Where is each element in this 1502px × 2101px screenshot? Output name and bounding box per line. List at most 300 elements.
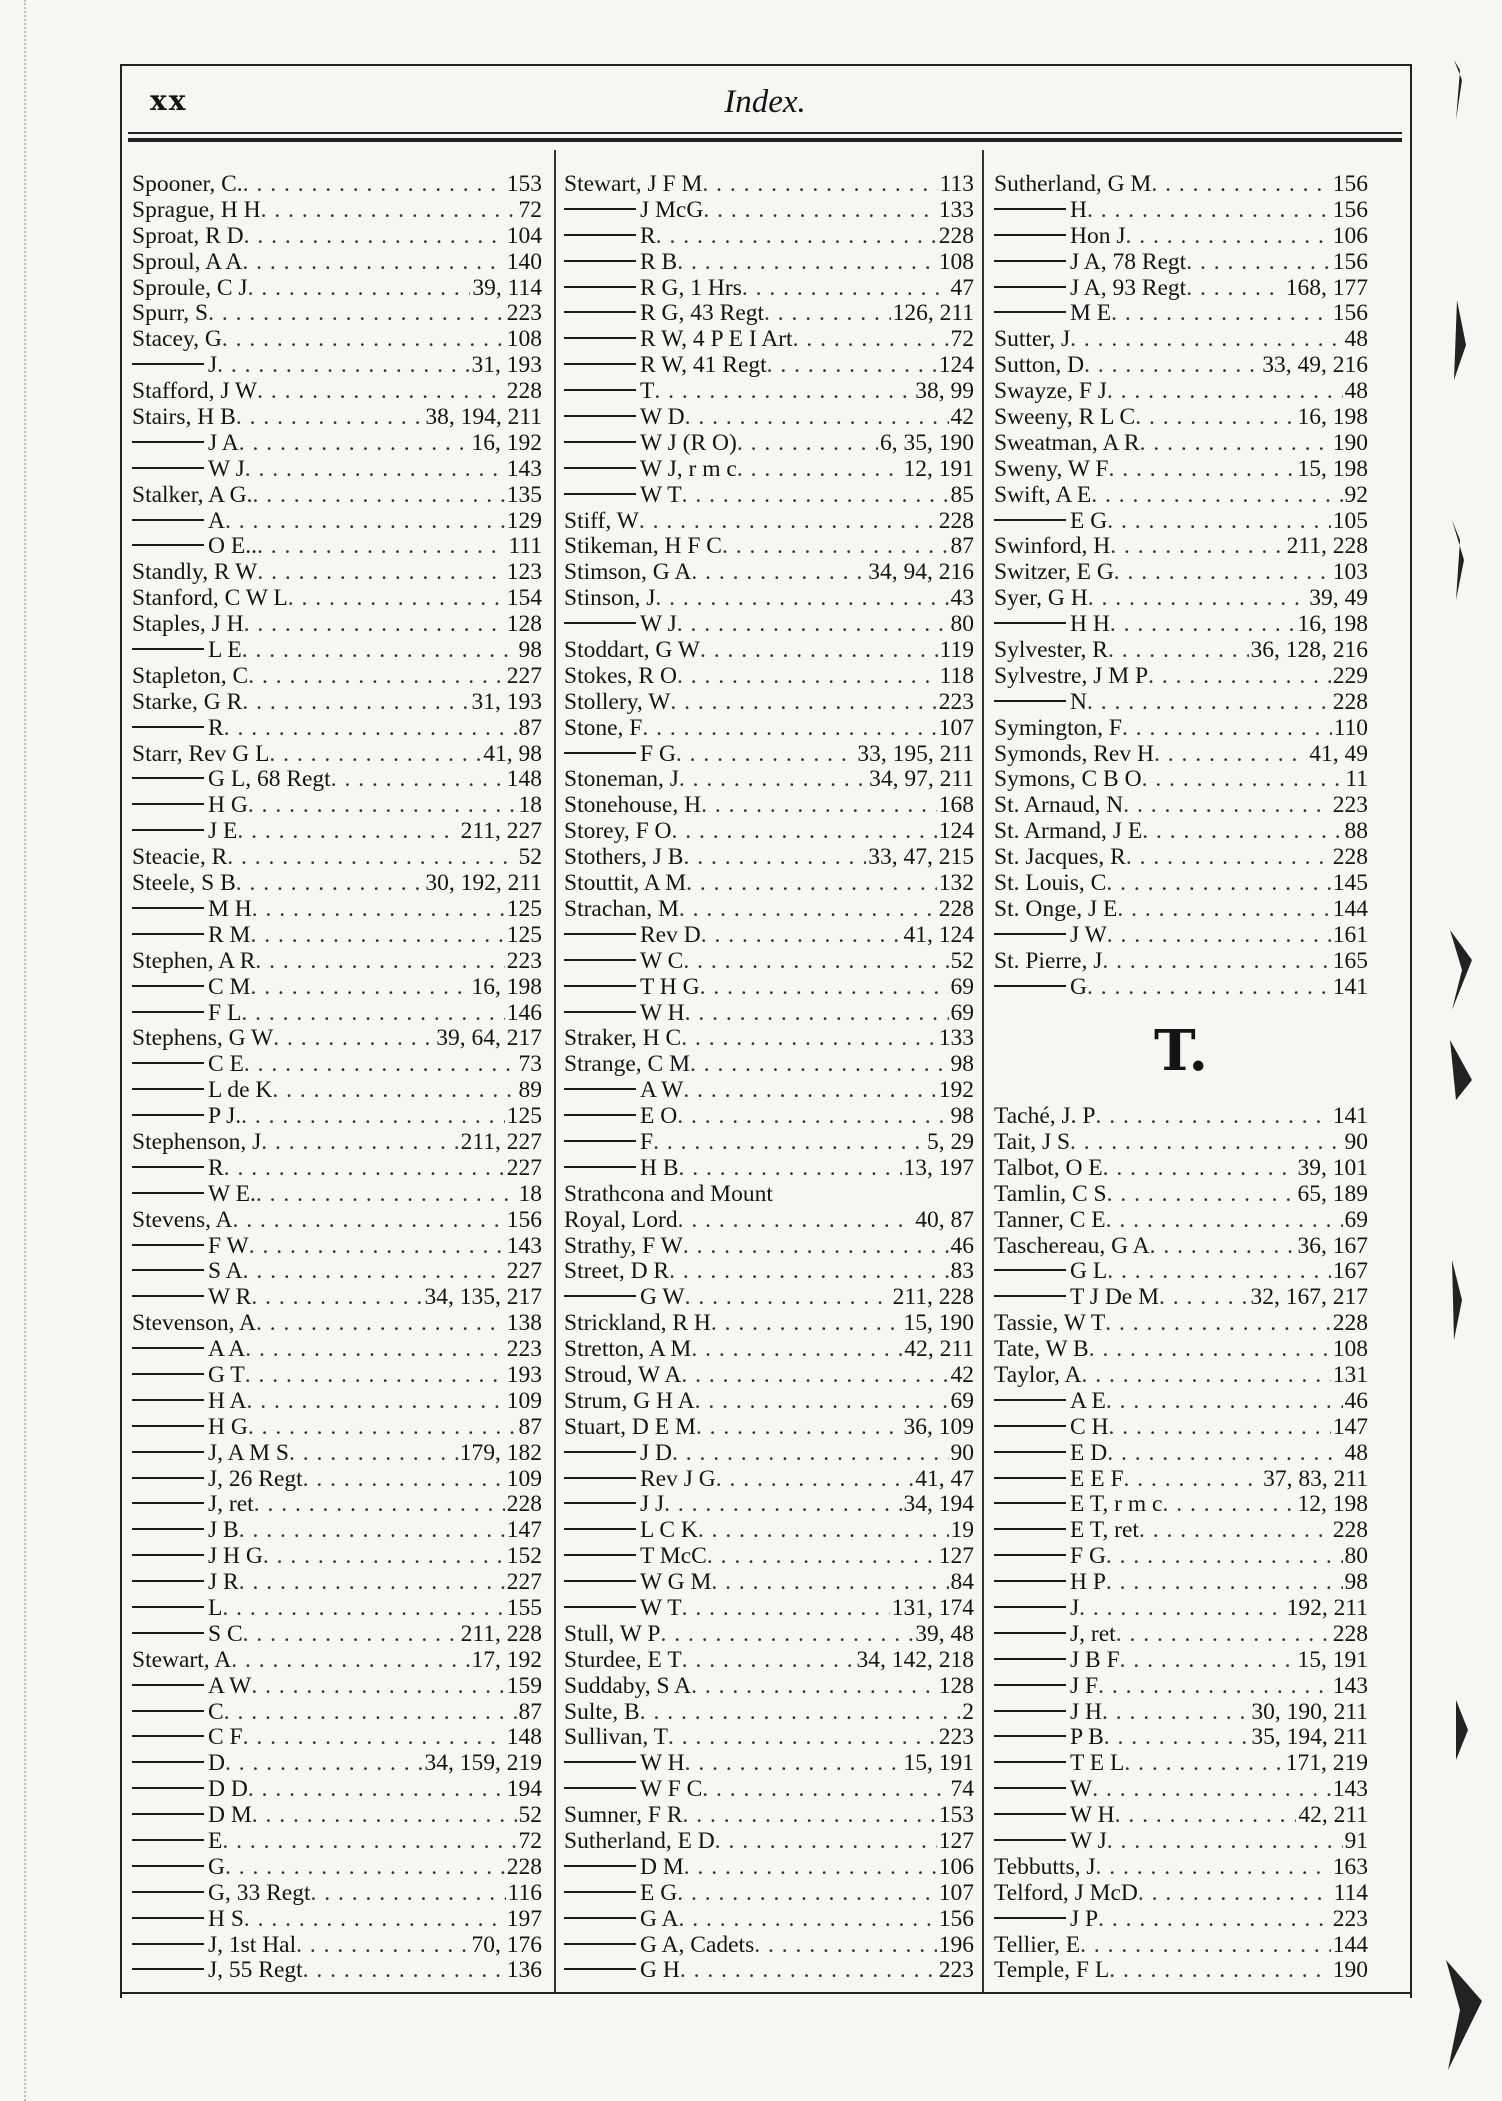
entry-pages: 80 xyxy=(1344,1544,1368,1570)
index-entry xyxy=(132,664,542,690)
leader-dots xyxy=(698,1518,949,1544)
index-entry xyxy=(132,1725,542,1751)
ditto-dash xyxy=(994,1839,1066,1841)
leader-dots xyxy=(754,1933,937,1959)
ditto-dash xyxy=(132,441,204,443)
ditto-dash xyxy=(994,1735,1066,1737)
index-entry xyxy=(994,1725,1368,1751)
index-entry xyxy=(564,845,974,871)
entry-name: Stewart, J F M xyxy=(564,172,703,197)
entry-pages: 110 xyxy=(1333,715,1368,741)
entry-pages: 18 xyxy=(518,1181,542,1207)
entry-pages: 72 xyxy=(950,327,974,353)
ditto-dash xyxy=(994,234,1066,236)
leader-dots xyxy=(672,1441,949,1467)
entry-pages: 223 xyxy=(506,301,542,327)
index-entry xyxy=(564,819,974,845)
entry-name: W F C xyxy=(640,1777,703,1803)
index-entry xyxy=(564,1001,974,1027)
entry-name: Stephenson, J xyxy=(132,1129,262,1155)
leader-dots xyxy=(1106,1208,1343,1234)
entry-name: Strange, C M xyxy=(564,1052,690,1078)
entry-pages: 138 xyxy=(506,1311,542,1337)
leader-dots xyxy=(261,198,517,224)
ditto-dash xyxy=(132,933,204,935)
entry-pages: 16, 198 xyxy=(471,974,542,1000)
ditto-dash xyxy=(132,1477,204,1479)
leader-dots xyxy=(701,793,937,819)
leader-dots xyxy=(1107,923,1331,949)
index-entry xyxy=(132,1001,542,1027)
entry-name: D M xyxy=(208,1803,252,1829)
entry-pages: 73 xyxy=(518,1052,542,1078)
entry-name: J D xyxy=(640,1440,672,1466)
leader-dots xyxy=(1091,483,1342,509)
leader-dots xyxy=(690,1052,949,1078)
leader-dots xyxy=(1096,1855,1331,1881)
ditto-dash xyxy=(132,1968,204,1970)
ditto-dash xyxy=(564,363,636,365)
ditto-dash xyxy=(994,208,1066,210)
index-entry xyxy=(132,327,542,353)
entry-pages: 133 xyxy=(938,197,974,223)
entry-name: Taché, J. P xyxy=(994,1104,1096,1130)
entry-name: Tanner, C E xyxy=(994,1207,1106,1233)
index-entry xyxy=(994,379,1368,405)
ditto-dash xyxy=(564,1943,636,1945)
index-entry xyxy=(994,483,1368,509)
leader-dots xyxy=(1150,1234,1296,1260)
leader-dots xyxy=(695,1389,949,1415)
leader-dots xyxy=(1106,1570,1343,1596)
leader-dots xyxy=(247,1389,505,1415)
entry-pages: 105 xyxy=(1332,508,1368,534)
entry-name: Stothers, J B xyxy=(564,845,684,871)
entry-pages: 109 xyxy=(506,1388,542,1414)
entry-name: St. Pierre, J xyxy=(994,948,1103,974)
entry-pages: 33, 195, 211 xyxy=(857,741,974,767)
index-entry xyxy=(132,767,542,793)
ditto-dash xyxy=(994,260,1066,262)
index-entry xyxy=(132,457,542,483)
entry-pages: 223 xyxy=(506,948,542,974)
entry-pages: 31, 193 xyxy=(471,689,542,715)
entry-pages: 39, 48 xyxy=(915,1621,974,1647)
leader-dots xyxy=(241,1001,504,1027)
index-column-3 xyxy=(994,172,1368,1984)
ditto-dash xyxy=(564,1011,636,1013)
entry-pages: 227 xyxy=(506,1259,542,1285)
leader-dots xyxy=(236,405,424,431)
leader-dots xyxy=(1126,224,1331,250)
leader-dots xyxy=(244,224,505,250)
entry-pages: 46 xyxy=(950,1233,974,1259)
leader-dots xyxy=(1122,716,1332,742)
entry-name: Strickland, R H xyxy=(564,1311,711,1337)
entry-name: Straker, H C xyxy=(564,1026,682,1052)
leader-dots xyxy=(711,1570,948,1596)
ditto-dash xyxy=(132,1528,204,1530)
index-entry xyxy=(994,1492,1368,1518)
ditto-dash xyxy=(994,1580,1066,1582)
ditto-dash xyxy=(564,415,636,417)
index-entry xyxy=(994,871,1368,897)
entry-pages: 114 xyxy=(1333,1880,1368,1906)
leader-dots xyxy=(252,483,504,509)
entry-pages: 36, 167 xyxy=(1297,1233,1368,1259)
entry-pages: 47 xyxy=(950,275,974,301)
entry-name: Sumner, F R xyxy=(564,1803,683,1829)
leader-dots xyxy=(711,1311,902,1337)
entry-name: L xyxy=(208,1595,223,1621)
index-entry xyxy=(564,1700,974,1726)
leader-dots xyxy=(764,301,891,327)
index-entry xyxy=(994,690,1368,716)
entry-pages: 223 xyxy=(1332,1906,1368,1932)
entry-name: P J. xyxy=(208,1104,242,1130)
index-entry xyxy=(564,871,974,897)
leader-dots xyxy=(722,534,949,560)
entry-pages: 228 xyxy=(506,1492,542,1518)
index-entry xyxy=(564,1441,974,1467)
ditto-dash xyxy=(132,519,204,521)
leader-dots xyxy=(1186,276,1284,302)
entry-name: H H xyxy=(1070,612,1110,638)
index-entry xyxy=(132,431,542,457)
leader-dots xyxy=(683,1078,936,1104)
index-entry xyxy=(132,172,542,198)
leader-dots xyxy=(685,405,949,431)
ditto-dash xyxy=(132,1865,204,1867)
scan-margin-marks xyxy=(1432,0,1502,2101)
entry-pages: 34, 142, 218 xyxy=(856,1647,974,1673)
index-entry xyxy=(564,1725,974,1751)
entry-name: Sproul, A A xyxy=(132,249,243,275)
entry-pages: 39, 49 xyxy=(1309,586,1368,612)
index-entry xyxy=(132,1855,542,1881)
ditto-dash xyxy=(132,1684,204,1686)
entry-pages: 153 xyxy=(506,172,542,197)
index-entry xyxy=(564,560,974,586)
index-entry xyxy=(132,1467,542,1493)
entry-pages: 116 xyxy=(507,1880,542,1906)
entry-name: P B xyxy=(1070,1725,1104,1751)
leader-dots xyxy=(1154,742,1307,768)
entry-name: Stouttit, A M xyxy=(564,871,687,897)
leader-dots xyxy=(642,716,936,742)
entry-name: Symons, C B O xyxy=(994,767,1142,793)
leader-dots xyxy=(1117,897,1330,923)
entry-name: Stephen, A R xyxy=(132,948,256,974)
entry-name: Stacey, G xyxy=(132,327,222,353)
entry-pages: 228 xyxy=(938,896,974,922)
entry-name: T J De M xyxy=(1070,1285,1159,1311)
leader-dots xyxy=(239,1570,505,1596)
entry-pages: 161 xyxy=(1332,922,1368,948)
leader-dots xyxy=(1111,301,1331,327)
index-entry xyxy=(564,1958,974,1984)
index-entry xyxy=(994,301,1368,327)
entry-name: Stapleton, C xyxy=(132,663,249,689)
entry-pages: 124 xyxy=(938,819,974,845)
index-entry xyxy=(564,923,974,949)
entry-pages: 131, 174 xyxy=(891,1595,974,1621)
entry-pages: 88 xyxy=(1344,819,1368,845)
entry-name: H xyxy=(1070,197,1087,223)
index-entry xyxy=(994,638,1368,664)
index-entry xyxy=(564,431,974,457)
ditto-dash xyxy=(132,1917,204,1919)
index-entry xyxy=(132,897,542,923)
ditto-dash xyxy=(564,1477,636,1479)
entry-pages: 197 xyxy=(506,1906,542,1932)
entry-pages: 141 xyxy=(1332,974,1368,1000)
index-entry xyxy=(994,534,1368,560)
leader-dots xyxy=(1126,845,1331,871)
scan-binding-edge xyxy=(0,0,26,2101)
leader-dots xyxy=(1124,1467,1262,1493)
entry-name: Stoddart, G W xyxy=(564,638,700,664)
ditto-dash xyxy=(994,1787,1066,1789)
entry-name: E T, r m c xyxy=(1070,1492,1163,1518)
entry-pages: 107 xyxy=(938,715,974,741)
leader-dots xyxy=(1106,1389,1343,1415)
leader-dots xyxy=(222,1829,516,1855)
entry-name: E O xyxy=(640,1104,678,1130)
entry-name: H G xyxy=(208,793,248,819)
index-entry xyxy=(132,1182,542,1208)
entry-name: E G xyxy=(1070,508,1108,534)
entry-name: Stokes, R O xyxy=(564,663,677,689)
entry-name: Royal, Lord xyxy=(564,1207,678,1233)
index-entry xyxy=(564,1518,974,1544)
index-entry xyxy=(564,1777,974,1803)
ditto-dash xyxy=(132,1088,204,1090)
entry-name: J F xyxy=(1070,1673,1099,1699)
index-entry xyxy=(132,560,542,586)
entry-pages: 159 xyxy=(506,1673,542,1699)
leader-dots xyxy=(685,1001,949,1027)
entry-pages: 155 xyxy=(506,1595,542,1621)
leader-dots xyxy=(245,1337,505,1363)
leader-dots xyxy=(289,1441,458,1467)
ditto-dash xyxy=(994,985,1066,987)
leader-dots xyxy=(677,1881,937,1907)
ditto-dash xyxy=(132,1606,204,1608)
ditto-dash xyxy=(132,363,204,365)
index-entry xyxy=(564,1751,974,1777)
entry-pages: 111 xyxy=(508,534,542,560)
index-entry xyxy=(132,1829,542,1855)
entry-name: D M xyxy=(640,1854,684,1880)
index-entry xyxy=(564,1026,974,1052)
ditto-dash xyxy=(994,1502,1066,1504)
ditto-dash xyxy=(994,1425,1066,1427)
leader-dots xyxy=(683,949,948,975)
index-entry xyxy=(994,1803,1368,1829)
leader-dots xyxy=(660,1622,913,1648)
ditto-dash xyxy=(132,1373,204,1375)
entry-name: St. Louis, C xyxy=(994,871,1107,897)
entry-pages: 17, 192 xyxy=(471,1647,542,1673)
entry-pages: 211, 228 xyxy=(1286,534,1368,560)
leader-dots xyxy=(261,1130,458,1156)
leader-dots xyxy=(702,1777,948,1803)
entry-name: St. Onge, J E xyxy=(994,896,1118,922)
ditto-dash xyxy=(564,1761,636,1763)
entry-name: Stimson, G A xyxy=(564,560,692,586)
leader-dots xyxy=(677,612,949,638)
ditto-dash xyxy=(994,1269,1066,1271)
entry-pages: 125 xyxy=(506,896,542,922)
index-entry xyxy=(994,1544,1368,1570)
leader-dots xyxy=(1162,1492,1295,1518)
index-entry xyxy=(564,1337,974,1363)
entry-pages: 34, 135, 217 xyxy=(424,1285,542,1311)
index-entry xyxy=(994,1829,1368,1855)
index-entry xyxy=(564,1803,974,1829)
leader-dots xyxy=(236,871,424,897)
entry-name: A W xyxy=(640,1078,684,1104)
entry-pages: 156 xyxy=(1332,172,1368,197)
ditto-dash xyxy=(564,441,636,443)
entry-name: C xyxy=(208,1699,224,1725)
entry-name: R M xyxy=(208,922,251,948)
entry-name: S A xyxy=(208,1259,243,1285)
entry-pages: 156 xyxy=(506,1207,542,1233)
ditto-dash xyxy=(564,493,636,495)
leader-dots xyxy=(1109,1958,1331,1984)
leader-dots xyxy=(231,1648,469,1674)
entry-pages: 192 xyxy=(938,1078,974,1104)
entry-name: Sylvester, R xyxy=(994,638,1108,664)
ditto-dash xyxy=(994,1451,1066,1453)
entry-pages: 87 xyxy=(518,1699,542,1725)
index-entry xyxy=(132,1104,542,1130)
leader-dots xyxy=(245,1363,505,1389)
leader-dots xyxy=(1142,819,1342,845)
entry-name: E E F xyxy=(1070,1466,1124,1492)
entry-name: O E.. xyxy=(208,534,257,560)
entry-pages: 31, 193 xyxy=(471,353,542,379)
entry-name: T H G xyxy=(640,974,700,1000)
index-entry xyxy=(564,716,974,742)
leader-dots xyxy=(254,1492,505,1518)
entry-pages: 228 xyxy=(1332,1311,1368,1337)
entry-pages: 125 xyxy=(506,922,542,948)
ditto-dash xyxy=(564,1295,636,1297)
entry-name: Spurr, S xyxy=(132,301,209,327)
leader-dots xyxy=(225,509,505,535)
entry-name: D xyxy=(208,1751,225,1777)
entry-pages: 15, 198 xyxy=(1297,456,1368,482)
entry-pages: 18 xyxy=(518,793,542,819)
index-entry xyxy=(132,1415,542,1441)
entry-pages: 123 xyxy=(506,560,542,586)
index-entry xyxy=(132,1518,542,1544)
entry-pages: 153 xyxy=(938,1803,974,1829)
entry-pages: 108 xyxy=(938,249,974,275)
leader-dots xyxy=(1107,1182,1296,1208)
index-entry xyxy=(994,1156,1368,1182)
index-entry xyxy=(994,1570,1368,1596)
index-entry xyxy=(564,1648,974,1674)
entry-pages: 143 xyxy=(506,456,542,482)
index-entry xyxy=(132,1052,542,1078)
entry-name: J, ret xyxy=(208,1492,254,1518)
entry-name: Sprague, H H xyxy=(132,197,261,223)
leader-dots xyxy=(1105,1311,1330,1337)
entry-pages: 129 xyxy=(506,508,542,534)
ditto-dash xyxy=(132,1787,204,1789)
index-entry xyxy=(132,224,542,250)
index-entry xyxy=(994,1648,1368,1674)
ditto-dash xyxy=(132,1114,204,1116)
entry-pages: 42, 211 xyxy=(1298,1803,1368,1829)
entry-pages: 69 xyxy=(950,1388,974,1414)
index-entry xyxy=(564,509,974,535)
leader-dots xyxy=(252,1803,517,1829)
entry-name: N xyxy=(1070,689,1087,715)
entry-pages: 16, 198 xyxy=(1297,405,1368,431)
entry-name: Swinford, H xyxy=(994,534,1111,560)
entry-name: Strathcona and Mount xyxy=(564,1181,773,1207)
index-entry xyxy=(132,1130,542,1156)
entry-name: F W xyxy=(208,1233,249,1259)
leader-dots xyxy=(1159,1285,1249,1311)
entry-pages: 145 xyxy=(1332,871,1368,897)
leader-dots xyxy=(239,1518,505,1544)
leader-dots xyxy=(685,1751,902,1777)
entry-pages: 42, 211 xyxy=(904,1337,974,1363)
entry-pages: 48 xyxy=(1344,1440,1368,1466)
ditto-dash xyxy=(994,1761,1066,1763)
entry-name: Starr, Rev G L xyxy=(132,741,270,767)
leader-dots xyxy=(700,975,949,1001)
ditto-dash xyxy=(994,933,1066,935)
index-entry xyxy=(994,1208,1368,1234)
ditto-dash xyxy=(132,1580,204,1582)
entry-pages: 38, 99 xyxy=(915,379,974,405)
leader-dots xyxy=(250,923,504,949)
ditto-dash xyxy=(994,311,1066,313)
entry-pages: 227 xyxy=(506,663,542,689)
entry-name: R B xyxy=(640,249,678,275)
entry-name: J A, 93 Regt xyxy=(1070,275,1187,301)
entry-pages: 131 xyxy=(1332,1363,1368,1388)
entry-name: J, A M S xyxy=(208,1440,289,1466)
leader-dots xyxy=(1092,1777,1331,1803)
entry-name: Stewart, A xyxy=(132,1647,232,1673)
leader-dots xyxy=(1106,871,1330,897)
ditto-dash xyxy=(132,1813,204,1815)
entry-pages: 39, 114 xyxy=(472,275,542,301)
entry-pages: 41, 124 xyxy=(903,922,974,948)
leader-dots xyxy=(1081,1363,1330,1389)
index-entry xyxy=(564,1182,974,1208)
leader-dots xyxy=(1116,1622,1331,1648)
index-entry xyxy=(132,923,542,949)
index-entry xyxy=(132,1389,542,1415)
leader-dots xyxy=(244,1907,505,1933)
leader-dots xyxy=(683,1234,949,1260)
ditto-dash xyxy=(564,337,636,339)
entry-pages: 147 xyxy=(1332,1414,1368,1440)
entry-pages: 113 xyxy=(939,172,974,197)
entry-pages: 90 xyxy=(1344,1129,1368,1155)
leader-dots xyxy=(672,819,937,845)
leader-dots xyxy=(273,1026,434,1052)
